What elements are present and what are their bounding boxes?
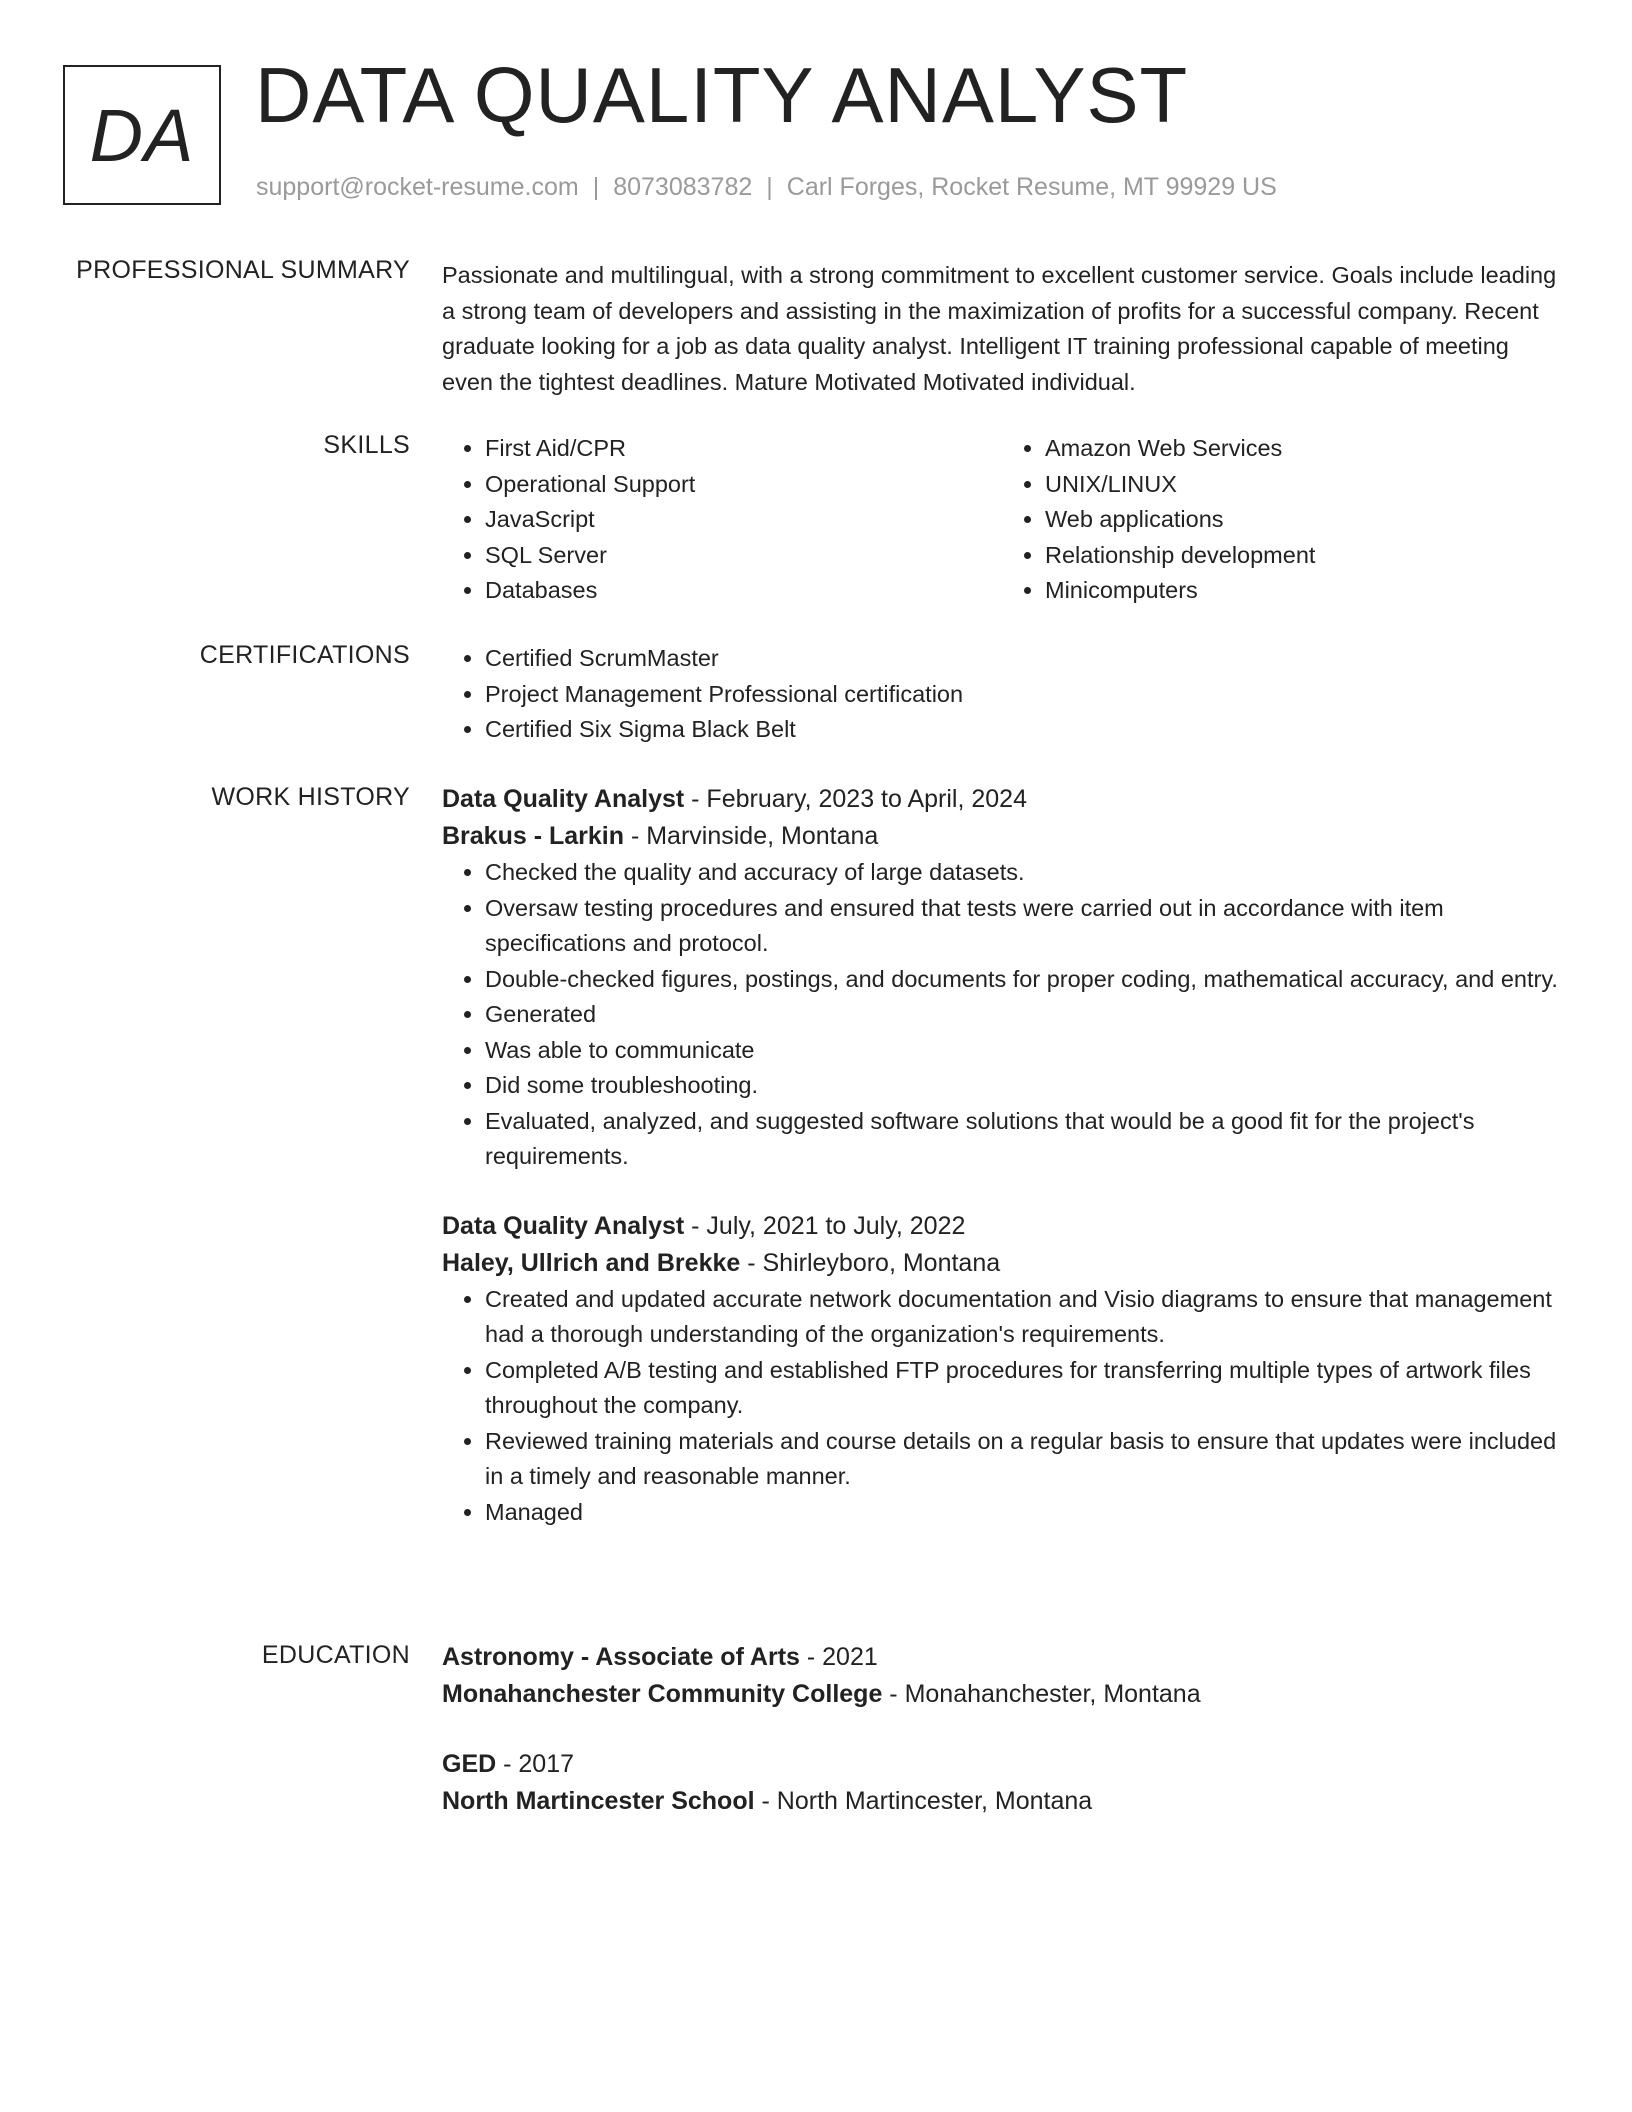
skill-item: • SQL Server (485, 538, 1002, 574)
education-degree: Astronomy - Associate of Arts (442, 1643, 800, 1671)
section-label-skills: SKILLS (323, 431, 410, 459)
contact-separator: | (766, 173, 773, 201)
skill-item: • JavaScript (485, 502, 1002, 538)
education-location: - Monahanchester, Montana (882, 1680, 1201, 1708)
job-entry (442, 781, 1562, 1175)
education-entry (442, 1746, 1562, 1820)
job-bullet: • Generated (485, 997, 1562, 1033)
education-degree-line (442, 1746, 1562, 1783)
summary-text: Passionate and multilingual, with a strong commitment to excellent customer service. Goals include leading a strong team of developers and assisting in the maximization of profits for a successful company. Recent graduate looking for a job as data quality analyst. Intelligent IT training professional capable of meeting even the tightest deadlines. Mature Motivated Motivated individual. (442, 262, 1557, 395)
contact-address: Carl Forges, Rocket Resume, MT 99929 US (786, 173, 1277, 201)
education-entry (442, 1639, 1562, 1713)
job-bullet: • Was able to communicate (485, 1033, 1562, 1069)
skill-item: • Operational Support (485, 467, 1002, 503)
job-bullet: • Managed (485, 1495, 1562, 1531)
job-bullet: • Evaluated, analyzed, and suggested software solutions that would be a good fit for the project's requirements. (485, 1104, 1562, 1175)
skills-list-right (1002, 431, 1562, 609)
work-history-body (442, 781, 1562, 1530)
job-location: - Marvinside, Montana (624, 822, 879, 850)
job-company: Brakus - Larkin (442, 822, 625, 850)
job-title-line (442, 781, 1562, 818)
job-location: - Shirleyboro, Montana (740, 1248, 1001, 1277)
skill-item: • Minicomputers (1045, 573, 1562, 609)
job-bullet: • Double-checked figures, postings, and documents for proper coding, mathematical accuracy, and entry. (485, 962, 1562, 998)
job-bullet: • Did some troubleshooting. (485, 1068, 1562, 1104)
job-title-line (442, 1208, 1562, 1245)
skills-grid (442, 431, 1562, 609)
education-degree: GED (442, 1750, 497, 1778)
summary-body (442, 258, 1562, 400)
contact-line (256, 173, 1277, 202)
contact-phone[interactable]: 8073083782 (613, 173, 753, 201)
education-body (442, 1639, 1562, 1820)
certification-item: • Project Management Professional certification (485, 677, 1562, 713)
monogram-logo: DA (63, 65, 221, 205)
section-label-summary: PROFESSIONAL SUMMARY (76, 256, 410, 284)
job-bullet: • Completed A/B testing and established FTP procedures for transferring multiple types of artwork files throughout the company. (485, 1353, 1562, 1424)
certification-item: • Certified ScrumMaster (485, 641, 1562, 677)
education-location: - North Martincester, Montana (754, 1787, 1093, 1815)
job-bullet: • Checked the quality and accuracy of large datasets. (485, 855, 1562, 891)
skills-body (442, 431, 1562, 609)
education-school: North Martincester School (442, 1787, 755, 1815)
skills-list-left (442, 431, 1002, 609)
job-company: Haley, Ullrich and Brekke (442, 1248, 741, 1277)
skill-item: • Amazon Web Services (1045, 431, 1562, 467)
skill-item: • Databases (485, 573, 1002, 609)
certification-item: • Certified Six Sigma Black Belt (485, 712, 1562, 748)
skill-item: • Web applications (1045, 502, 1562, 538)
job-company-line (442, 818, 1562, 855)
job-dates: - February, 2023 to April, 2024 (684, 785, 1027, 813)
certifications-body (442, 641, 1562, 748)
job-bullet: • Oversaw testing procedures and ensured that tests were carried out in accordance with item specifications and protocol. (485, 891, 1562, 962)
section-label-certifications: CERTIFICATIONS (199, 641, 410, 669)
contact-email[interactable]: support@rocket-resume.com (256, 173, 579, 201)
education-year: - 2017 (496, 1750, 575, 1778)
job-entry (442, 1208, 1562, 1531)
job-bullet-list (442, 1282, 1562, 1531)
section-label-education: EDUCATION (261, 1641, 410, 1669)
job-title: Data Quality Analyst (442, 1211, 685, 1240)
job-title: Data Quality Analyst (442, 785, 685, 813)
education-school-line (442, 1783, 1562, 1820)
skill-item: • Relationship development (1045, 538, 1562, 574)
page-title: DATA QUALITY ANALYST (255, 51, 1189, 139)
education-school-line (442, 1676, 1562, 1713)
contact-separator: | (592, 173, 600, 201)
certifications-list (442, 641, 1562, 748)
job-bullet: • Reviewed training materials and course details on a regular basis to ensure that updates were included in a timely and reasonable manner. (485, 1424, 1562, 1495)
education-year: - 2021 (799, 1643, 878, 1671)
skill-item: • First Aid/CPR (485, 431, 1002, 467)
job-company-line (442, 1245, 1562, 1282)
education-degree-line (442, 1639, 1562, 1676)
education-school: Monahanchester Community College (442, 1680, 883, 1708)
job-bullet: • Created and updated accurate network documentation and Visio diagrams to ensure that management had a thorough understanding of the organization's requirements. (485, 1282, 1562, 1353)
section-label-work-history: WORK HISTORY (211, 783, 410, 811)
job-dates: - July, 2021 to July, 2022 (684, 1211, 966, 1240)
skill-item: • UNIX/LINUX (1045, 467, 1562, 503)
job-bullet-list (442, 855, 1562, 1175)
